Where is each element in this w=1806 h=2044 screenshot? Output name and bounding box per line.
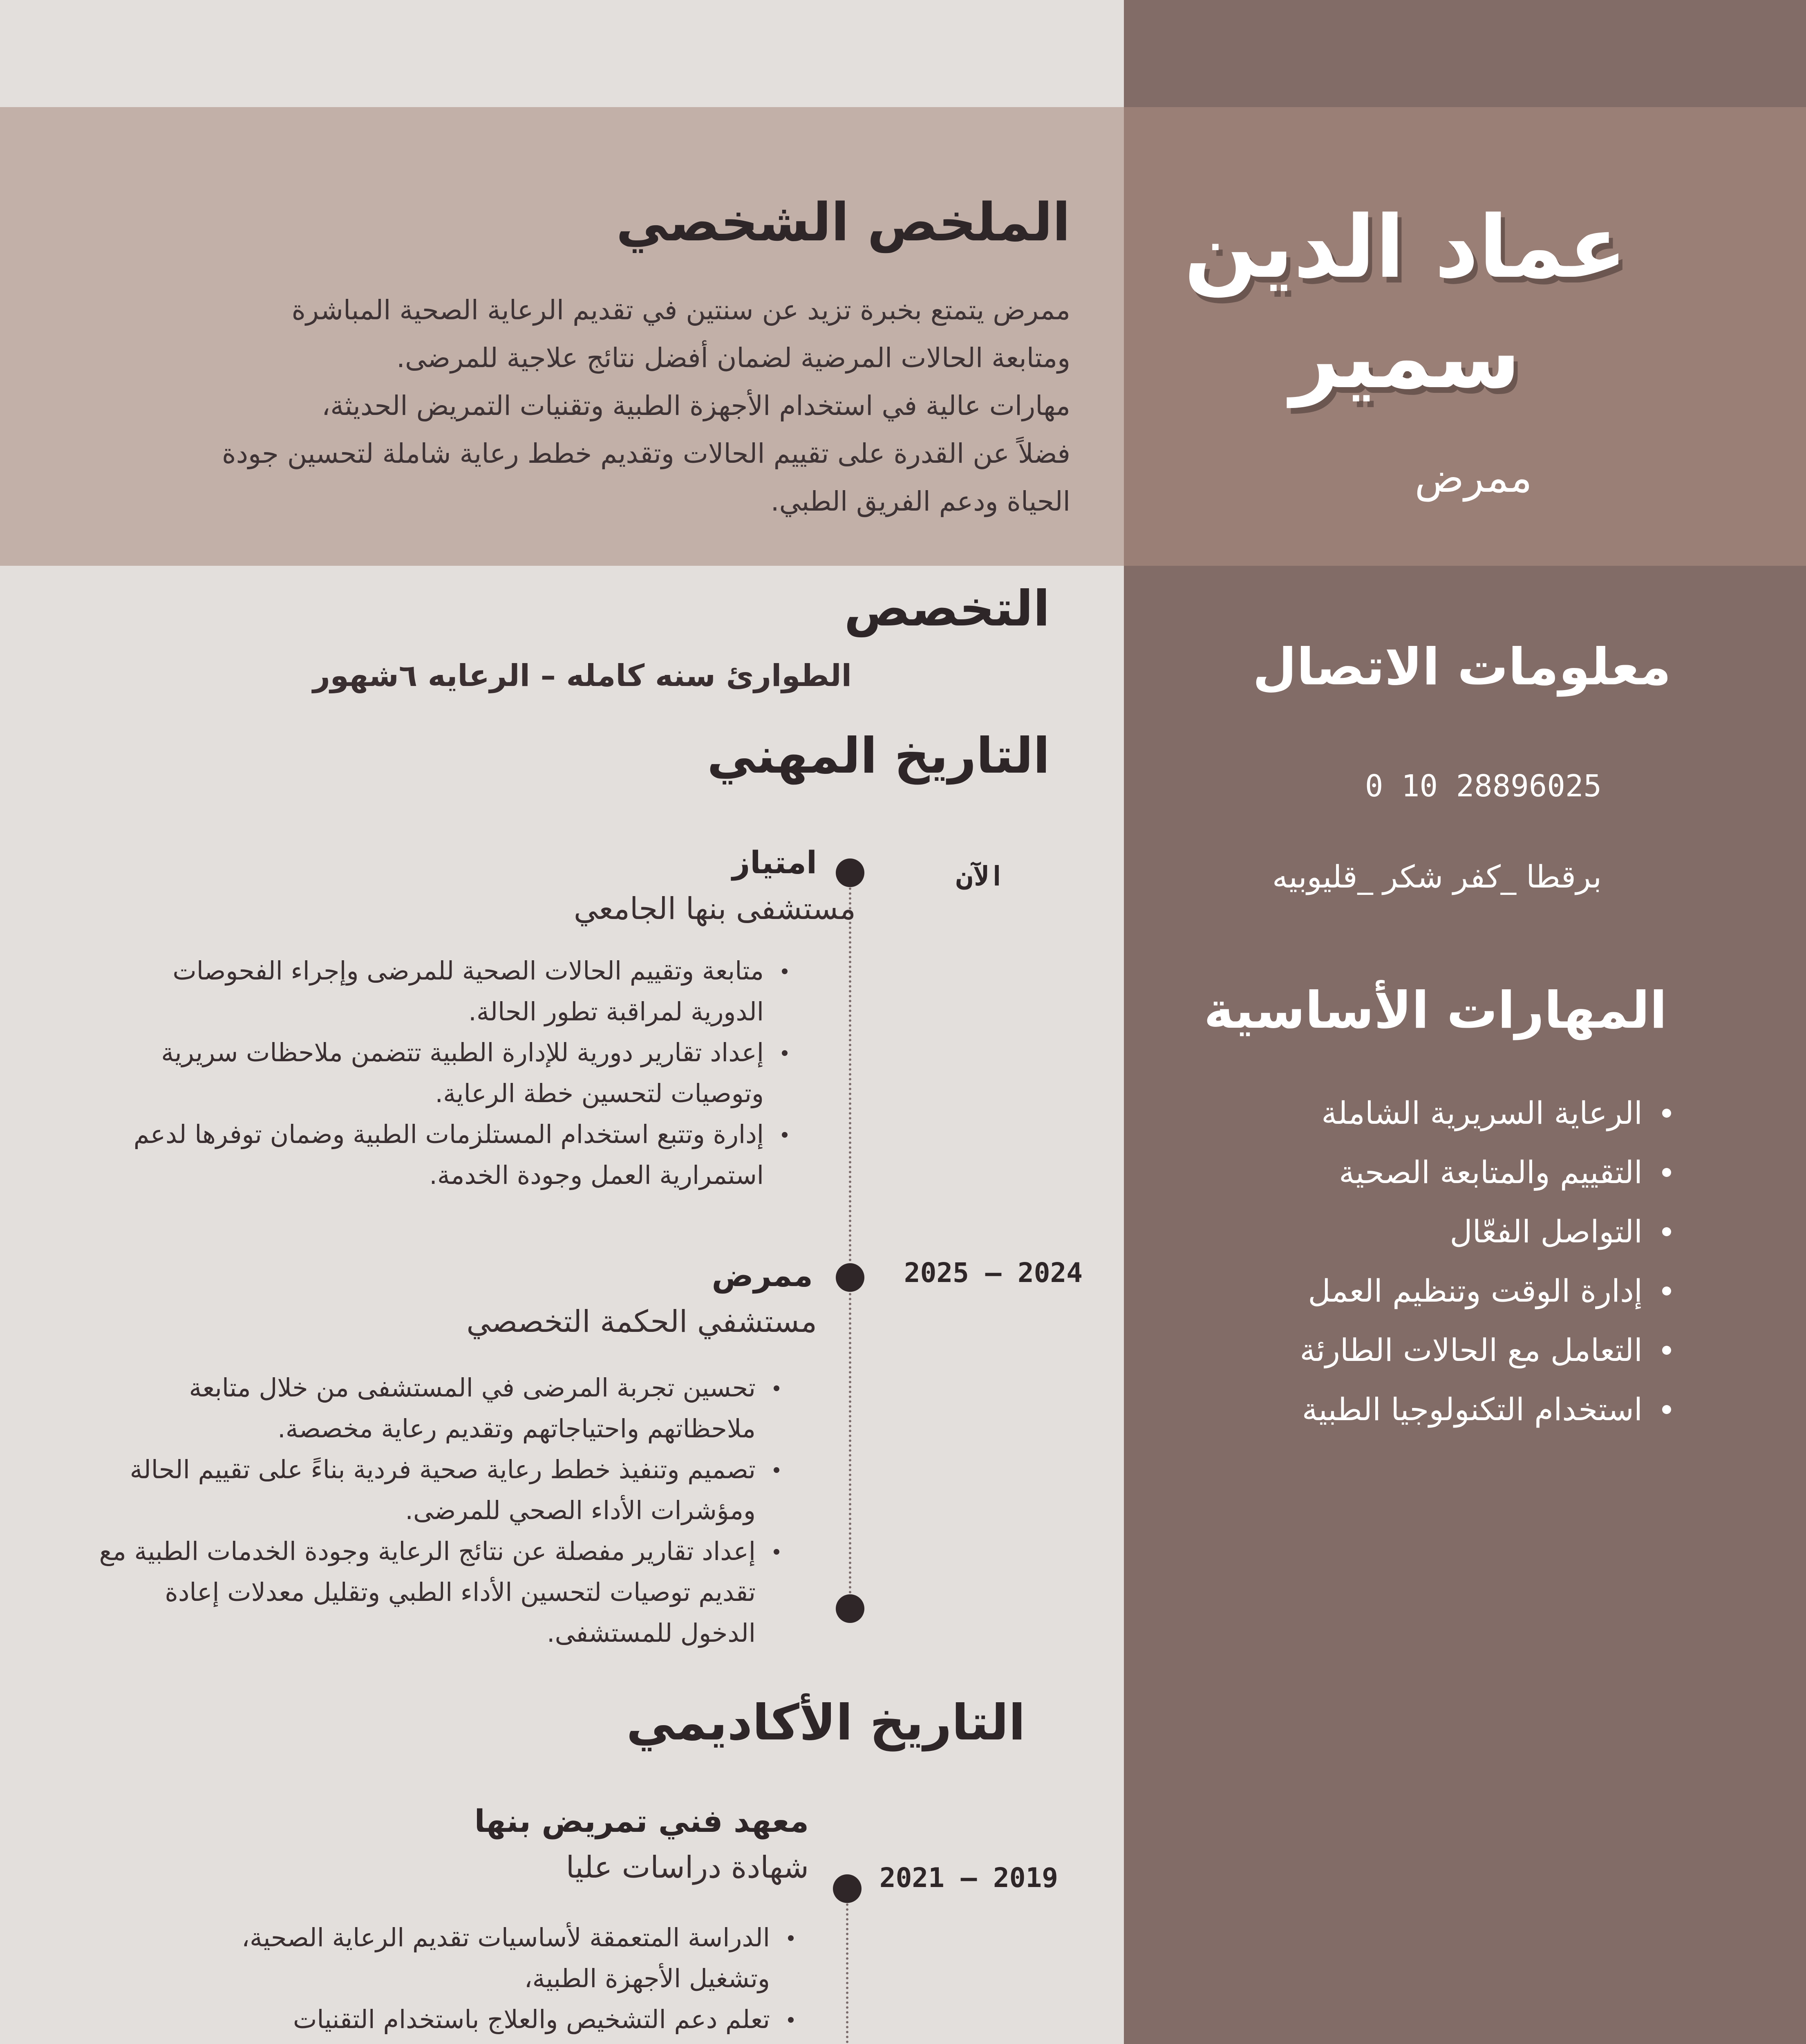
timeline-dot (833, 1874, 862, 1903)
bullet-item: إدارة وتتبع استخدام المستلزمات الطبية وضمان توفرها لدعم (134, 1114, 764, 1155)
skill-item: التعامل مع الحالات الطارئة (1300, 1320, 1643, 1380)
job-role: ممرض (1414, 454, 1532, 502)
career-heading: التاريخ المهني (707, 728, 1050, 784)
bullet-continuation: استمرارية العمل وجودة الخدمة. (429, 1160, 764, 1190)
top-band-right (1124, 0, 1806, 107)
summary-line: ومتابعة الحالات المرضية لضمان أفضل نتائج علاجية للمرضى. (396, 342, 1070, 374)
skill-item: التواصل الفعّال (1300, 1202, 1643, 1261)
bullet-continuation (242, 2040, 770, 2044)
summary-line: ممرض يتمتع بخبرة تزيد عن سنتين في تقديم الرعاية الصحية المباشرة (291, 294, 1070, 326)
bullet-item: إعداد تقارير دورية للإدارة الطبية تتضمن ملاحظات سريرية (134, 1032, 764, 1073)
institution-name: معهد فني تمريض بنها (474, 1803, 809, 1839)
name-line-1: عماد الدين (1184, 197, 1627, 297)
job-place: مستشفي الحكمة التخصصي (466, 1304, 817, 1339)
timeline-dot (836, 1263, 864, 1292)
skill-item: الرعاية السريرية الشاملة (1300, 1083, 1643, 1143)
job-date: الآن (956, 861, 1005, 892)
job-title: ممرض (712, 1257, 813, 1293)
name-line-2: سمير (1290, 307, 1521, 408)
bullet-continuation: ومؤشرات الأداء الصحي للمرضى. (405, 1495, 756, 1525)
skill-item: إدارة الوقت وتنظيم العمل (1300, 1261, 1643, 1320)
bullet-continuation: ملاحظاتهم واحتياجاتهم وتقديم رعاية مخصصة. (278, 1414, 756, 1443)
summary-line: الحياة ودعم الفريق الطبي. (770, 486, 1070, 517)
academic-heading: التاريخ الأكاديمي (626, 1694, 1025, 1751)
study-bullets (242, 1917, 770, 2044)
summary-heading: الملخص الشخصي (616, 192, 1070, 253)
summary-text (69, 286, 1070, 525)
degree-name: شهادة دراسات عليا (566, 1850, 809, 1885)
skills-list (1300, 1083, 1643, 1439)
skill-item: التقييم والمتابعة الصحية (1300, 1143, 1643, 1202)
phone-number: 0 10 28896025 (1365, 769, 1602, 804)
job-bullets (134, 950, 764, 1196)
skill-item: استخدام التكنولوجيا الطبية (1300, 1380, 1643, 1439)
bullet-item: إعداد تقارير مفصلة عن نتائج الرعاية وجودة الخدمات الطبية مع (99, 1531, 756, 1572)
bullet-item: متابعة وتقييم الحالات الصحية للمرضى وإجراء الفحوصات (134, 950, 764, 991)
bullet-item: الدراسة المتعمقة لأساسيات تقديم الرعاية الصحية، (242, 1917, 770, 1958)
study-date: 2021 – 2019 (879, 1862, 1058, 1894)
job-date: 2025 – 2024 (904, 1257, 1083, 1289)
specialization-text: الطوارئ سنه كامله – الرعايه ٦شهور (313, 658, 852, 693)
timeline-dot (836, 858, 864, 887)
bullet-item: تصميم وتنفيذ خطط رعاية صحية فردية بناءً على تقييم الحالة (99, 1449, 756, 1490)
address: برقطا _كفر شكر _قليوبيه (1272, 858, 1602, 895)
academic-timeline-line (846, 1889, 848, 2044)
bullet-item: تحسين تجربة المرضى في المستشفى من خلال متابعة (99, 1367, 756, 1408)
bullet-continuation: الدخول للمستشفى. (546, 1618, 756, 1648)
timeline-dot (836, 1594, 864, 1623)
job-place: مستشفى بنها الجامعي (573, 891, 856, 926)
bullet-continuation: وتشغيل الأجهزة الطبية، (524, 1963, 770, 1993)
candidate-name (1140, 192, 1671, 413)
skills-heading: المهارات الأساسية (1204, 981, 1667, 1040)
specialization-heading: التخصص (844, 580, 1050, 637)
bullet-continuation: تقديم توصيات لتحسين الأداء الطبي وتقليل معدلات إعادة (165, 1577, 756, 1607)
career-timeline-line (849, 873, 851, 1609)
job-bullets (99, 1367, 756, 1654)
job-title: امتياز (732, 844, 817, 881)
bullet-continuation: وتوصيات لتحسين خطة الرعاية. (435, 1078, 764, 1108)
top-band-left (0, 0, 1124, 107)
bullet-continuation: الدورية لمراقبة تطور الحالة. (468, 997, 764, 1026)
bullet-item: تعلم دعم التشخيص والعلاج باستخدام التقنيات (242, 1999, 770, 2040)
summary-line: مهارات عالية في استخدام الأجهزة الطبية وتقنيات التمريض الحديثة، (321, 390, 1070, 421)
summary-line: فضلاً عن القدرة على تقييم الحالات وتقديم خطط رعاية شاملة لتحسين جودة (222, 438, 1070, 469)
contact-heading: معلومات الاتصال (1253, 638, 1671, 697)
